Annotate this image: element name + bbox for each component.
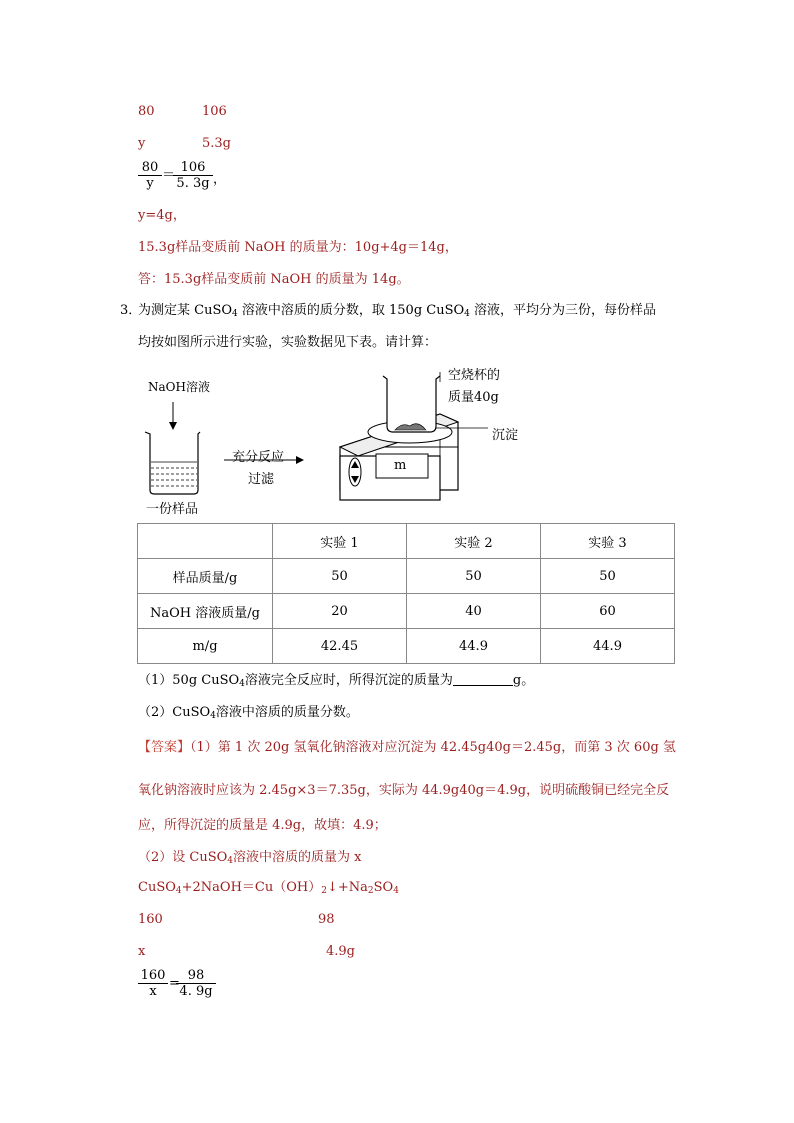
answer-paragraph-1-line-1: 【答案】（1）第 1 次 20g 氢氧化钠溶液对应沉淀为 42.45g40g＝2.45g，而第 3 次 60g 氢: [138, 740, 676, 755]
sub-question-1: （1）50g CuSO$_4$溶液完全反应时，所得沉淀的质量为 g。: [138, 673, 535, 689]
solution-row1-right: 106: [202, 104, 227, 119]
fraction-80-over-y: $\frac{80}{y}$: [138, 160, 162, 191]
table-header-row: [138, 524, 675, 559]
table-cell: m/g: [138, 629, 273, 664]
table-row: [138, 559, 675, 594]
process-label-top: 充分反应: [232, 450, 285, 465]
table-cell: 44.9: [407, 629, 541, 664]
table-cell: 60: [541, 594, 675, 629]
table-cell: 样品质量/g: [138, 559, 273, 594]
fraction-equals-2: =: [169, 976, 180, 991]
naoh-solution-label: NaOH溶液: [148, 380, 210, 394]
answer-label: 【答案】: [138, 740, 191, 755]
precipitate-label: 沉淀: [492, 428, 519, 443]
answer-line: 答：15.3g样品变质前 NaOH 的质量为 14g。: [138, 272, 410, 287]
fraction-comma: ，: [213, 172, 227, 187]
chemical-equation: $CuSO_4+2NaOH=Cu(OH)_2↓+Na_2SO_4$: [138, 880, 399, 896]
table-header-cell: 实验 2: [407, 524, 541, 559]
table-cell: 42.45: [273, 629, 407, 664]
table-cell: 44.9: [541, 629, 675, 664]
table-cell: 50: [273, 559, 407, 594]
ratio-x: x: [138, 944, 146, 959]
answer-blank[interactable]: [453, 673, 513, 686]
table-row: [138, 629, 675, 664]
y-result: y=4g，: [138, 208, 186, 223]
sub-question-2: （2）CuSO$_4$溶液中溶质的质量分数。: [138, 705, 359, 721]
answer-paragraph-1-line-2: 氧化钠溶液时应该为 2.45g×3＝7.35g，实际为 44.9g40g＝4.9g，说明硫酸铜已经完全反: [138, 783, 670, 798]
empty-beaker-label-1: 空烧杯的: [448, 368, 501, 383]
table-header-cell: 实验 1: [273, 524, 407, 559]
fraction-98-over-4.9g: $\frac{98}{4. 9g}$: [176, 968, 216, 999]
fraction-equals: ＝: [162, 168, 176, 183]
answer-paragraph-1-line-3: 应，所得沉淀的质量是 4.9g，故填：4.9；: [138, 818, 387, 833]
fraction-160-over-x: $\frac{160}{x}$: [138, 968, 168, 999]
process-label-bottom: 过滤: [248, 472, 275, 487]
question-number: 3．: [120, 303, 142, 318]
experiment-data-table: [137, 523, 675, 664]
question-line1: 为测定某 CuSO$_4$ 溶液中溶质的质分数，取 150g CuSO$_4$ 溶液，平均分为三份，每份样品: [138, 303, 657, 319]
table-cell: NaOH 溶液质量/g: [138, 594, 273, 629]
sample-label: 一份样品: [146, 502, 199, 517]
scale-display-label: m: [394, 458, 407, 473]
question-line2: 均按如图所示进行实验，实验数据见下表。请计算：: [138, 335, 438, 350]
table-header-cell: 实验 3: [541, 524, 675, 559]
answer-paragraph-2-line-1: （2）设 CuSO$_4$溶液中溶质的质量为 x: [138, 850, 362, 866]
table-cell: 50: [407, 559, 541, 594]
fraction-106-over-5.3g: $\frac{106}{5. 3g}$: [173, 160, 213, 191]
table-row: [138, 594, 675, 629]
table-cell: 40: [407, 594, 541, 629]
table-header-cell: [138, 524, 273, 559]
empty-beaker-label-2: 质量40g: [448, 390, 499, 405]
ratio-4.9g: 4.9g: [326, 944, 355, 959]
mass-before-line: 15.3g样品变质前 NaOH 的质量为：10g+4g＝14g，: [138, 240, 458, 255]
ratio-160: 160: [138, 912, 163, 927]
table-cell: 20: [273, 594, 407, 629]
ratio-98: 98: [318, 912, 335, 927]
table-cell: 50: [541, 559, 675, 594]
solution-row2-right: 5.3g: [202, 136, 231, 151]
solution-row2-left: y: [138, 136, 146, 151]
solution-row1-left: 80: [138, 104, 155, 119]
